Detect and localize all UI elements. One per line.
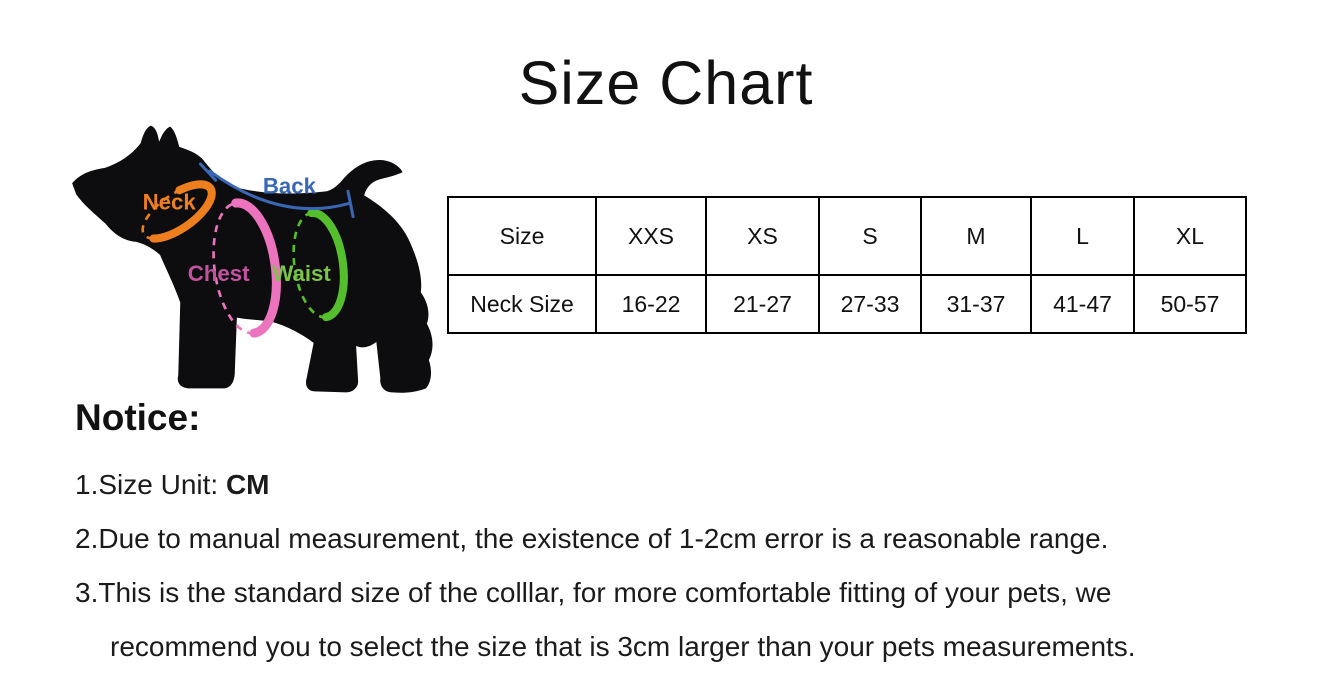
neck-size-row [448, 275, 1246, 333]
size-table-header-row [448, 197, 1246, 275]
table-cell: 41-47 [1031, 275, 1134, 333]
table-header-cell: M [921, 197, 1031, 275]
table-header-cell: Size [448, 197, 596, 275]
table-header-cell: XL [1134, 197, 1246, 275]
table-cell: 50-57 [1134, 275, 1246, 333]
notice-item-1-unit: CM [225, 469, 270, 500]
notice-item-1-text: 1.Size Unit: [75, 469, 226, 500]
notice-heading: Notice: [75, 397, 201, 438]
table-header-cell: S [819, 197, 921, 275]
notice-item-3-line-1: 3.This is the standard size of the colllar, for more comfortable fitting of your pets, we [75, 577, 1112, 608]
table-header-cell: XS [706, 197, 819, 275]
table-cell: 16-22 [596, 275, 706, 333]
notice-item-2: 2.Due to manual measurement, the existence of 1-2cm error is a reasonable range. [75, 523, 1109, 554]
table-cell: 31-37 [921, 275, 1031, 333]
dog-diagram-svg [58, 118, 442, 402]
table-header-cell: XXS [596, 197, 706, 275]
table-cell: Neck Size [448, 275, 596, 333]
notice-item-1 [75, 468, 1285, 502]
page-title: Size Chart [518, 49, 814, 117]
dog-measurement-diagram [58, 118, 442, 402]
back-label: Back [262, 173, 316, 199]
dog-silhouette [72, 126, 432, 393]
table-cell: 21-27 [706, 275, 819, 333]
chest-label: Chest [187, 261, 250, 287]
waist-label: Waist [272, 261, 331, 287]
size-table [447, 196, 1247, 334]
table-header-cell: L [1031, 197, 1134, 275]
notice-section [75, 396, 1285, 684]
neck-label: Neck [142, 189, 196, 215]
table-cell: 27-33 [819, 275, 921, 333]
notice-item-3-line-2: recommend you to select the size that is 3cm larger than your pets measurements. [110, 631, 1136, 662]
